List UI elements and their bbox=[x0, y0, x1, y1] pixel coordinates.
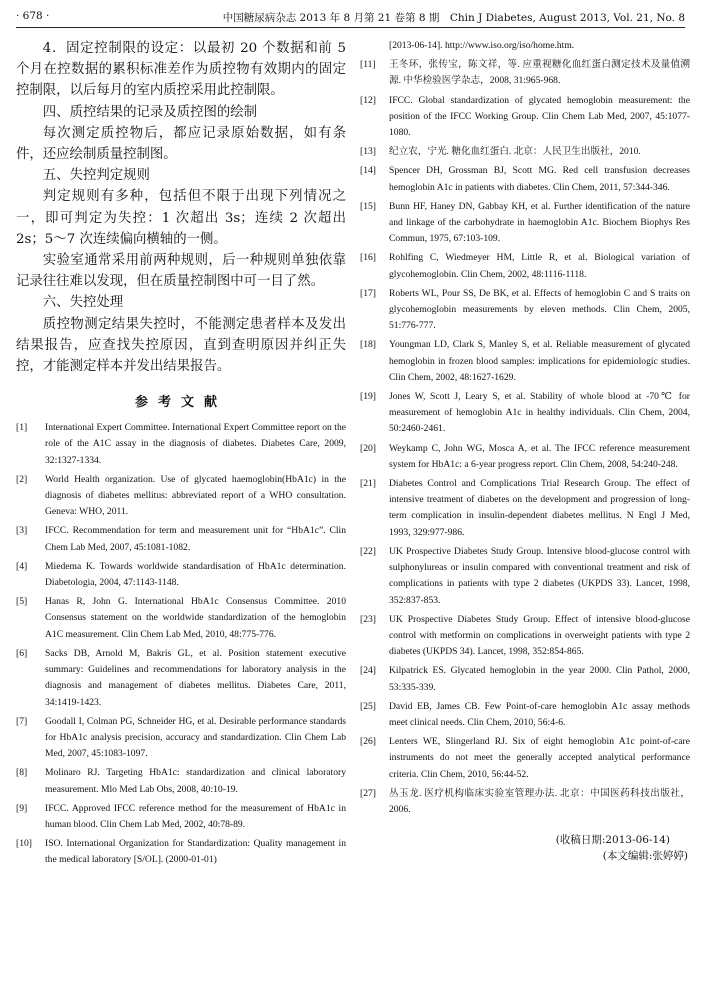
reference-item: [7] Goodall I, Colman PG, Schneider HG, et al. Desirable performance standards for HbA1c analysis precision, accuracy and standardization. Clin Chem Lab Med, 2007, 45:1083-1097. bbox=[16, 715, 346, 760]
reference-item: [12] IFCC. Global standardization of glycated hemoglobin measurement: the position of the IFCC Working Group. Clin Chem Lab Med, 2007, 45:1077-1080. bbox=[360, 94, 690, 139]
reference-item: [20] Weykamp C, John WG, Mosca A, et al. The IFCC reference measurement system for HbA1c: a 6-year progress report. Clin Chem, 2008, 54:240-248. bbox=[360, 442, 690, 470]
reference-item: [23] UK Prospective Diabetes Study Group. Effect of intensive blood-glucose control with metformin on complications in overweight patients with type 2 diabetes (UKPDS 34). Lancet, 1998, 352:854-865. bbox=[360, 613, 690, 658]
para-record: 每次测定质控物后，都应记录原始数据，如有条件，还应绘制质量控制图。 bbox=[16, 125, 346, 163]
reference-item: [14] Spencer DH, Grossman BJ, Scott MG. Red cell transfusion decreases hemoglobin A1c in patients with diabetes. Clin Chem, 2011, 57:344-346. bbox=[360, 165, 690, 193]
para-rules: 判定规则有多种，包括但不限于出现下列情况之一，即可判定为失控：1 次超出 3s；连续 2 次超出 2s；5～7 次连续偏向横轴的一侧。 bbox=[16, 189, 346, 247]
reference-item: [16] Rohlfing C, Wiedmeyer HM, Little R, et al. Biological variation of glycohemoglobin. Clin Chem, 2002, 48:1116-1118. bbox=[360, 252, 690, 280]
header-rule bbox=[16, 27, 685, 28]
right-column bbox=[360, 38, 690, 864]
reference-item: [15] Bunn HF, Haney DN, Gabbay KH, et al. Further identification of the nature and linkage of the carbohydrate in haemoglobin A1c. Biochem Biophys Res Commun, 1975, 67:103-109. bbox=[360, 200, 690, 245]
reference-item: [24] Kilpatrick ES. Glycated hemoglobin in the year 2000. Clin Pathol, 2000, 53:335-339. bbox=[360, 665, 690, 693]
reference-item: [26] Lenters WE, Slingerland RJ. Six of eight hemoglobin A1c point-of-care instruments do not meet the generally accepted analytical performance criteria. Clin Chem, 2010, 56:44-52. bbox=[360, 736, 690, 780]
running-header bbox=[16, 8, 685, 28]
reference-list-left bbox=[16, 420, 346, 868]
reference-item: [4] Miedema K. Towards worldwide standardisation of HbA1c determination. Diabetologia, 2004, 47:1143-1148. bbox=[16, 560, 346, 589]
reference-item: [19] Jones W, Scott J, Leary S, et al. Stability of whole blood at -70℃ for measurement of hemoglobin A1c in healthy individuals. Clin Chem, 2004, 50:2460-2461. bbox=[360, 391, 690, 435]
reference-list-right bbox=[360, 57, 690, 818]
reference-item: [5] Hanas R, John G. International HbA1c Consensus Committee. 2010 Consensus statement on the worldwide standardization of the hemoglobin A1C measurement. Clin Chem Lab Med, 2010, 48:775-776. bbox=[16, 596, 346, 640]
para-rules-note: 实验室通常采用前两种规则，后一种规则单独依靠记录往往难以发现，但在质量控制图中可一目了然。 bbox=[16, 253, 346, 290]
received-date: (收稿日期:2013-06-14) bbox=[555, 834, 670, 847]
reference-item: [10] ISO. International Organization for Standardization: Quality management in the medical laboratory [S/OL]. (2000-01-01) bbox=[16, 838, 346, 866]
heading-section-6: 六、失控处理 bbox=[42, 295, 124, 311]
reference-item: [11] 王冬环，张传宝，陈文祥，等. 应重视糖化血红蛋白测定技术及量值溯源. 中华检验医学杂志，2008, 31:965-968. bbox=[360, 59, 690, 87]
reference-item: [8] Molinaro RJ. Targeting HbA1c: standardization and clinical laboratory measurement. Mlo Med Lab Obs, 2008, 40:10-19. bbox=[16, 767, 346, 795]
journal-running-title: 中国糖尿病杂志 2013 年 8 月第 21 卷第 8 期 Chin J Diabetes, August 2013, Vol. 21, No. 8 bbox=[222, 12, 685, 24]
reference-item: [17] Roberts WL, Pour SS, De BK, et al. Effects of hemoglobin C and S traits on glycohemoglobin measurements by eleven methods. Clin Chem, 2005, 51:776-777. bbox=[360, 287, 690, 332]
reference-item: [18] Youngman LD, Clark S, Manley S, et al. Reliable measurement of glycated hemoglobin in frozen blood samples: implications for epidemiologic studies. Clin Chem, 2002, 48:1627-1629. bbox=[360, 339, 690, 383]
para-control-limit: 4．固定控制限的设定：以最初 20 个数据和前 5 个月在控数据的累积标准差作为质控物有效期内的固定控制限，以后每月的室内质控采用此控制限。 bbox=[16, 41, 346, 99]
left-column bbox=[16, 38, 346, 872]
reference-item: [1] International Expert Committee. International Expert Committee report on the role of the A1C assay in the diagnosis of diabetes. Diabetes Care, 2009, 32:1327-1334. bbox=[16, 422, 346, 466]
page-number: · 678 · bbox=[16, 10, 50, 22]
reference-item: [13] 纪立农，宁光. 糖化血红蛋白. 北京：人民卫生出版社，2010. bbox=[360, 146, 641, 158]
heading-section-4: 四、质控结果的记录及质控图的绘制 bbox=[42, 104, 258, 120]
reference-item: [25] David EB, James CB. Few Point-of-care hemoglobin A1c assay methods meet clinical needs. Clin Chem, 2010, 56:4-6. bbox=[360, 700, 690, 728]
reference-item: [22] UK Prospective Diabetes Study Group. Intensive blood-glucose control with sulphonylureas or insulin compared with conventional treatment and risk of complications in patients with type 2 diabetes (UKPDS 33). Lancet, 1998, 352:837-853. bbox=[360, 545, 690, 606]
references-title: 参考文献 bbox=[134, 395, 227, 411]
reference-item: [2] World Health organization. Use of glycated haemoglobin(HbA1c) in the diagnosis of diabetes mellitus: abbreviated report of a WHO consultation. Geneva: WHO, 2011. bbox=[16, 473, 346, 518]
reference-item: [27] 丛玉龙. 医疗机构临床实验室管理办法. 北京：中国医药科技出版社，2006. bbox=[360, 787, 690, 815]
reference-item: [9] IFCC. Approved IFCC reference method for the measurement of HbA1c in human blood. Clin Chem Lab Med, 2002, 40:78-89. bbox=[16, 802, 346, 830]
heading-section-5: 五、失控判定规则 bbox=[42, 168, 150, 184]
reference-item: [21] Diabetes Control and Complications Trial Research Group. The effect of intensive treatment of diabetes on the development and progression of long-term complication in insulin-dependent diabetes mellitus. N Engl J Med, 1993, 329:977-986. bbox=[360, 478, 690, 538]
para-handling: 质控物测定结果失控时，不能测定患者样本及发出结果报告，应查找失控原因，直到查明原因并纠正失控，才能测定样本并发出结果报告。 bbox=[16, 316, 346, 375]
reference-item: [6] Sacks DB, Arnold M, Bakris GL, et al. Position statement executive summary: Guidelines and recommendations for laboratory analysis in the diagnosis and management of diabetes mellitus. Diabetes Care, 2011, 34:1419-1423. bbox=[16, 647, 346, 708]
reference-continuation: [2013-06-14]. http://www.iso.org/iso/home.htm. bbox=[389, 40, 575, 51]
editor-note: (本文编辑:张婷婷) bbox=[602, 850, 688, 863]
reference-item: [3] IFCC. Recommendation for term and measurement unit for “HbA1c”. Clin Chem Lab Med, 2007, 45:1081-1082. bbox=[16, 525, 346, 553]
